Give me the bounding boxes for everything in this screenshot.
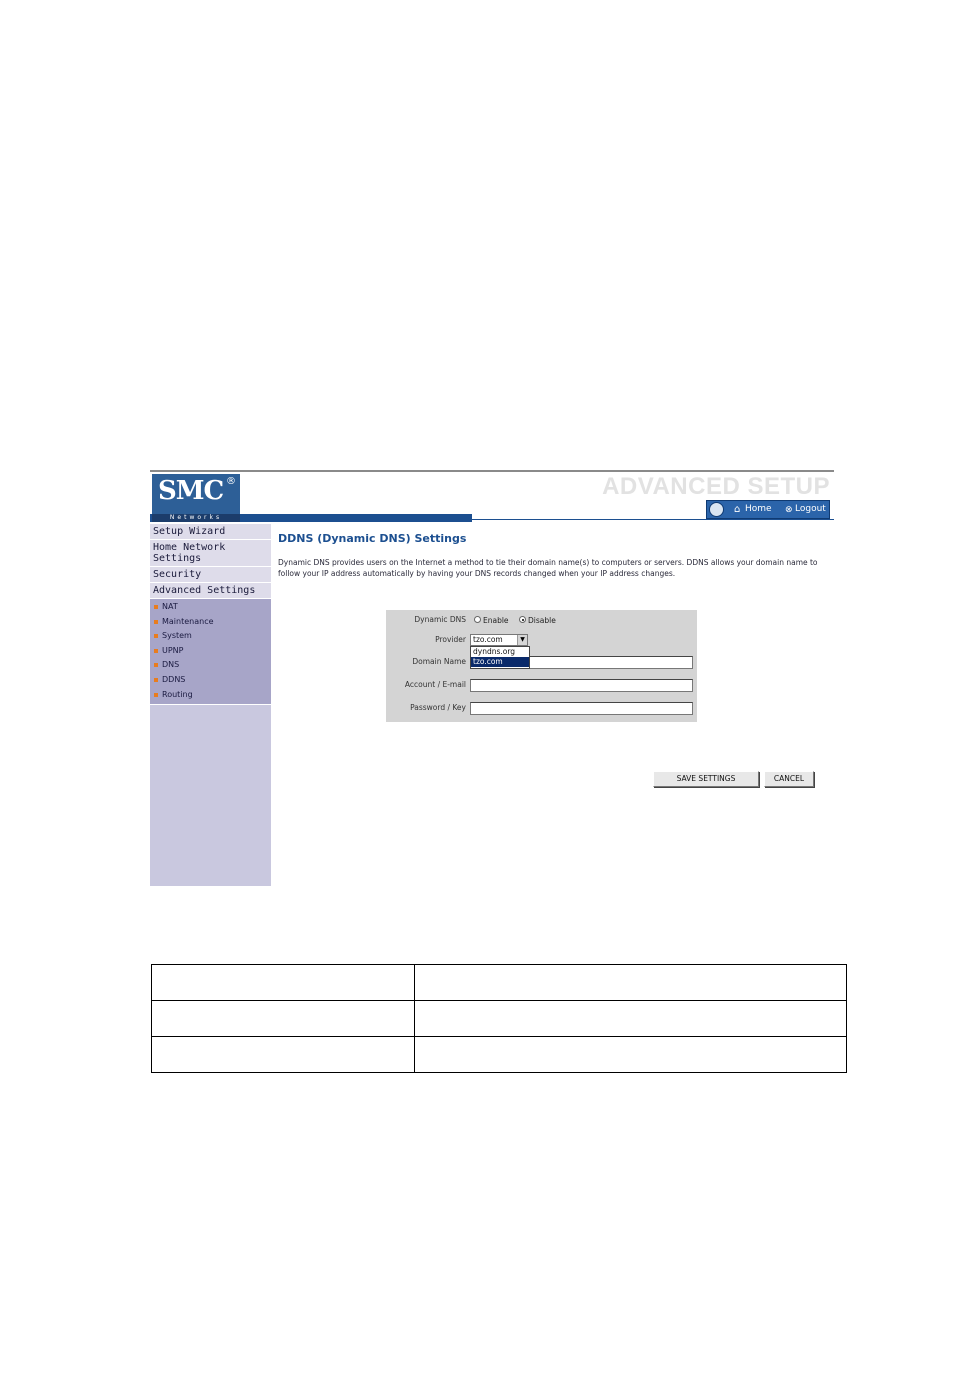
home-icon[interactable]: ⌂: [734, 504, 741, 515]
bullet-icon: [154, 634, 158, 638]
sidebar-subitem-maintenance[interactable]: [150, 615, 271, 630]
sidebar-subitem-ddns[interactable]: [150, 673, 271, 688]
password-label: Password / Key: [410, 703, 466, 712]
chevron-down-icon[interactable]: ▼: [517, 635, 527, 645]
sidebar-item-home-network-settings[interactable]: Home Network Settings: [150, 540, 271, 567]
sidebar: [150, 524, 271, 886]
logo-text: SMC: [158, 476, 224, 506]
main-content: [271, 524, 834, 886]
router-admin-screenshot: [150, 470, 834, 886]
bullet-icon: [154, 620, 158, 624]
sidebar-subitem-upnp[interactable]: [150, 644, 271, 659]
sidebar-subitem-label: NAT: [162, 602, 178, 611]
page-description: Dynamic DNS provides users on the Internet a method to tie their domain name(s) to computers or servers. DDNS allows your domain name to follow your IP address automatically by having your DNS records changed when your IP address changes.: [278, 558, 818, 578]
table-cell: [415, 965, 847, 1001]
provider-selected-value: tzo.com: [473, 635, 503, 644]
dynamic-dns-label: Dynamic DNS: [414, 615, 466, 624]
header: [150, 472, 834, 524]
provider-option-tzo[interactable]: tzo.com: [471, 657, 529, 667]
save-settings-button[interactable]: SAVE SETTINGS: [653, 771, 759, 787]
bullet-icon: [154, 663, 158, 667]
table-cell: [152, 1001, 415, 1037]
disable-label: Disable: [528, 616, 556, 625]
password-input[interactable]: [470, 702, 693, 715]
sidebar-subitem-label: Routing: [162, 689, 193, 699]
provider-select[interactable]: [470, 634, 528, 646]
domain-name-label: Domain Name: [412, 657, 466, 666]
table-row: [152, 965, 847, 1001]
table-cell: [415, 1037, 847, 1073]
home-link[interactable]: Home: [745, 504, 772, 514]
bullet-icon: [154, 605, 158, 609]
disable-radio[interactable]: [519, 616, 526, 623]
cancel-button[interactable]: CANCEL: [764, 771, 814, 787]
smc-logo: [152, 474, 240, 514]
logo-registered-mark: ®: [226, 476, 236, 487]
sidebar-subitem-routing[interactable]: [150, 688, 271, 703]
table-cell: [152, 1037, 415, 1073]
sidebar-subitem-label: System: [162, 631, 192, 641]
bullet-icon: [154, 678, 158, 682]
account-label: Account / E-mail: [404, 680, 466, 689]
provider-dropdown-list: [470, 646, 530, 669]
table-row: [152, 1001, 847, 1037]
table-cell: [415, 1001, 847, 1037]
advanced-submenu: [150, 599, 271, 705]
sidebar-subitem-nat[interactable]: [150, 600, 271, 615]
enable-radio[interactable]: [474, 616, 481, 623]
sidebar-subitem-system[interactable]: [150, 629, 271, 644]
logout-icon[interactable]: ⊗: [785, 505, 793, 515]
bullet-icon: [154, 693, 158, 697]
top-toolbar: [706, 500, 830, 519]
logo-subtitle: Networks: [152, 514, 240, 522]
enable-label: Enable: [483, 616, 509, 625]
document-table: [151, 964, 847, 1073]
page-heading: ADVANCED SETUP: [602, 473, 830, 500]
globe-icon: [709, 502, 724, 517]
header-divider: [472, 519, 834, 520]
page-title: DDNS (Dynamic DNS) Settings: [278, 532, 467, 545]
provider-option-dyndns[interactable]: dyndns.org: [473, 647, 516, 656]
sidebar-subitem-label: DNS: [162, 660, 180, 670]
account-input[interactable]: [470, 679, 693, 692]
sidebar-subitem-label: UPNP: [162, 645, 184, 655]
bullet-icon: [154, 649, 158, 653]
provider-label: Provider: [435, 635, 466, 644]
sidebar-item-security[interactable]: Security: [150, 567, 271, 583]
table-row: [152, 1037, 847, 1073]
table-cell: [152, 965, 415, 1001]
sidebar-subitem-label: DDNS: [162, 674, 186, 684]
logout-link[interactable]: Logout: [795, 504, 826, 514]
sidebar-subitem-label: Maintenance: [162, 616, 214, 626]
sidebar-item-setup-wizard[interactable]: Setup Wizard: [150, 524, 271, 540]
sidebar-subitem-dns[interactable]: [150, 658, 271, 673]
sidebar-item-advanced-settings[interactable]: Advanced Settings: [150, 583, 271, 599]
ddns-form: [386, 610, 697, 722]
